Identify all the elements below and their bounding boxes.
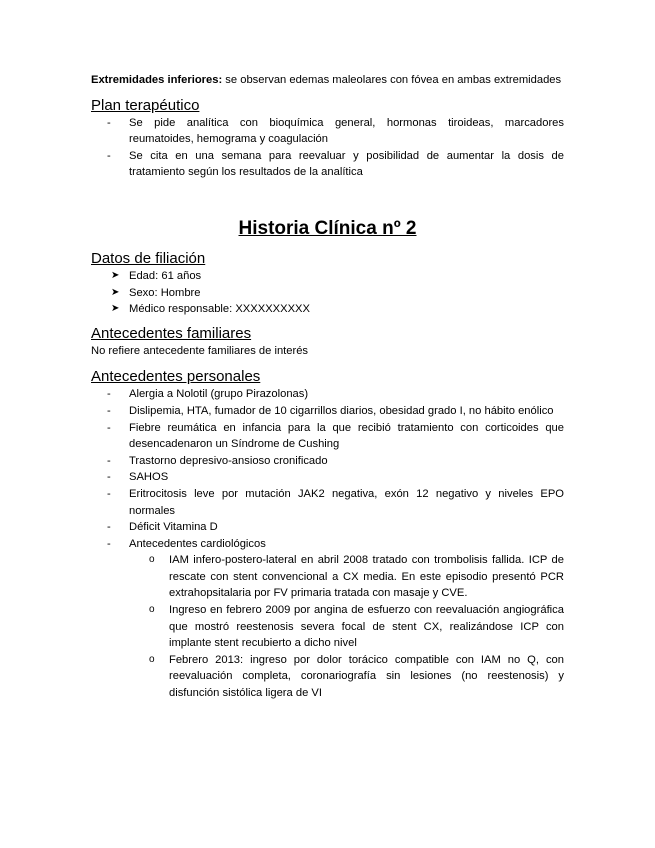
list-item: - Eritrocitosis leve por mutación JAK2 negativa, exón 12 negativo y niveles EPO normales [107,487,564,517]
arrow-marker: ➤ [111,303,120,315]
circle-marker: o [149,554,155,566]
intro-label: Extremidades inferiores: [91,74,223,86]
dash-marker: - [107,521,111,534]
cardio-list [91,552,564,701]
list-item: - Fiebre reumática en infancia para la que recibió tratamiento con corticoides que desencadenaron un Síndrome de Cushing [107,421,564,451]
filiacion-heading: Datos de filiación [91,249,206,267]
familiares-heading: Antecedentes familiares [91,324,252,342]
list-item: o IAM infero-postero-lateral en abril 2008 tratado con trombolisis fallida. ICP de rescate con stent convencional a CX media. En este episodio presentó PCR extrahopsitalaria por FV primaria tratada con masaje y CVE. [149,554,564,600]
intro-text: se observan edemas maleolares con fóvea en ambas extremidades [222,74,562,86]
intro-paragraph [91,72,564,89]
list-item: - Alergia a Nolotil (grupo Pirazolonas) [91,386,564,403]
circle-marker: o [149,653,155,665]
list-item: ➤ Edad: 61 años [91,268,564,285]
plan-heading: Plan terapéutico [91,96,200,114]
list-item: - Se cita en una semana para reevaluar y posibilidad de aumentar la dosis de tratamiento según los resultados de la analítica [107,149,564,179]
dash-marker: - [107,149,111,162]
list-item: - Déficit Vitamina D [91,519,564,536]
list-item: - Se pide analítica con bioquímica general, hormonas tiroideas, marcadores reumatoides, hemograma y coagulación [107,116,564,146]
circle-marker: o [149,604,155,616]
dash-marker: - [107,116,111,129]
personales-list [91,386,564,552]
list-item: - Dislipemia, HTA, fumador de 10 cigarrillos diarios, obesidad grado I, no hábito enólico [91,403,564,420]
dash-marker: - [107,454,111,467]
dash-marker: - [107,388,111,401]
arrow-marker: ➤ [111,286,120,298]
personales-heading: Antecedentes personales [91,368,261,386]
list-item: o Ingreso en febrero 2009 por angina de esfuerzo con reevaluación angiográfica que mostró reestenosis severa focal de stent CX, realizándose ICP con implante stent recubierto a dicho nivel [149,604,564,650]
plan-list [91,115,564,181]
dash-marker: - [107,471,111,484]
list-item: - Antecedentes cardiológicos [91,536,564,553]
list-item: o Febrero 2013: ingreso por dolor torácico compatible con IAM no Q, con reevaluación completa, coronariografía sin lesiones (no reestenosis) y disfunción sistólica ligera de VI [149,653,564,700]
list-item: - Trastorno depresivo-ansioso cronificado [91,453,564,470]
arrow-marker: ➤ [111,269,120,281]
dash-marker: - [107,537,111,550]
dash-marker: - [107,421,111,434]
filiacion-list [91,268,564,318]
list-item: ➤ Sexo: Hombre [91,285,564,302]
list-item: - SAHOS [91,469,564,486]
dash-marker: - [107,487,111,500]
familiares-text: No refiere antecedente familiares de interés [91,344,309,357]
page-title: Historia Clínica nº 2 [238,217,417,239]
list-item: ➤ Médico responsable: XXXXXXXXXX [91,301,564,318]
dash-marker: - [107,404,111,417]
